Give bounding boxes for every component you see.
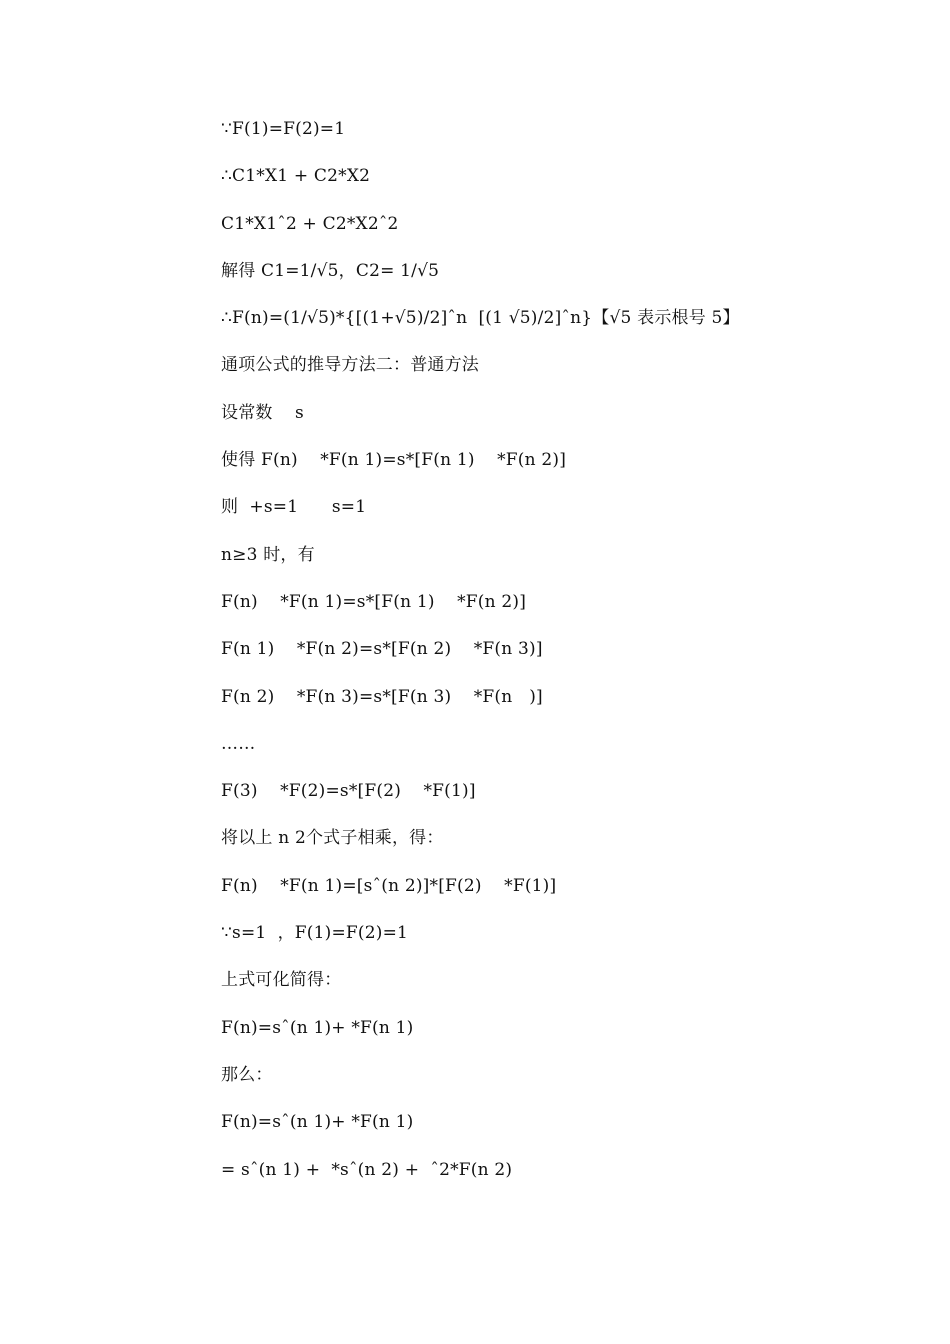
text-line: 则 +s=1 s=1 — [221, 497, 367, 518]
text-line: F(n 1) *F(n 2)=s*[F(n 2) *F(n 3)] — [221, 639, 543, 660]
text-line: F(3) *F(2)=s*[F(2) *F(1)] — [221, 781, 476, 802]
text-line: = sˆ(n 1) + *sˆ(n 2) + ˆ2*F(n 2) — [221, 1159, 513, 1180]
text-line: …… — [221, 733, 256, 754]
text-line: F(n) *F(n 1)=[sˆ(n 2)]*[F(2) *F(1)] — [221, 875, 557, 896]
text-line: ∵s=1 ，F(1)=F(2)=1 — [221, 923, 409, 944]
text-line: ∴F(n)=(1/√5)*{[(1+√5)/2]ˆn [(1 √5)/2]ˆn}【√5 表示根号 5】 — [221, 308, 740, 329]
text-line: C1*X1ˆ2 + C2*X2ˆ2 — [221, 213, 399, 234]
document-body — [221, 116, 881, 1204]
text-line: 解得 C1=1/√5，C2= 1/√5 — [221, 260, 440, 281]
text-line: F(n)=sˆ(n 1)+ *F(n 1) — [221, 1112, 414, 1133]
text-line: 上式可化简得： — [221, 970, 342, 991]
text-line: 将以上 n 2个式子相乘，得： — [221, 828, 444, 849]
text-line: n≥3 时，有 — [221, 544, 315, 565]
text-line: 设常数 s — [221, 402, 304, 423]
section-heading: 通项公式的推导方法二：普通方法 — [221, 355, 479, 376]
text-line: F(n)=sˆ(n 1)+ *F(n 1) — [221, 1017, 414, 1038]
text-line: 使得 F(n) *F(n 1)=s*[F(n 1) *F(n 2)] — [221, 450, 567, 471]
text-line: F(n 2) *F(n 3)=s*[F(n 3) *F(n )] — [221, 686, 543, 707]
text-line: 那么： — [221, 1064, 273, 1085]
text-line: ∴C1*X1 + C2*X2 — [221, 166, 371, 187]
text-line: F(n) *F(n 1)=s*[F(n 1) *F(n 2)] — [221, 591, 527, 612]
text-line: ∵F(1)=F(2)=1 — [221, 119, 346, 139]
